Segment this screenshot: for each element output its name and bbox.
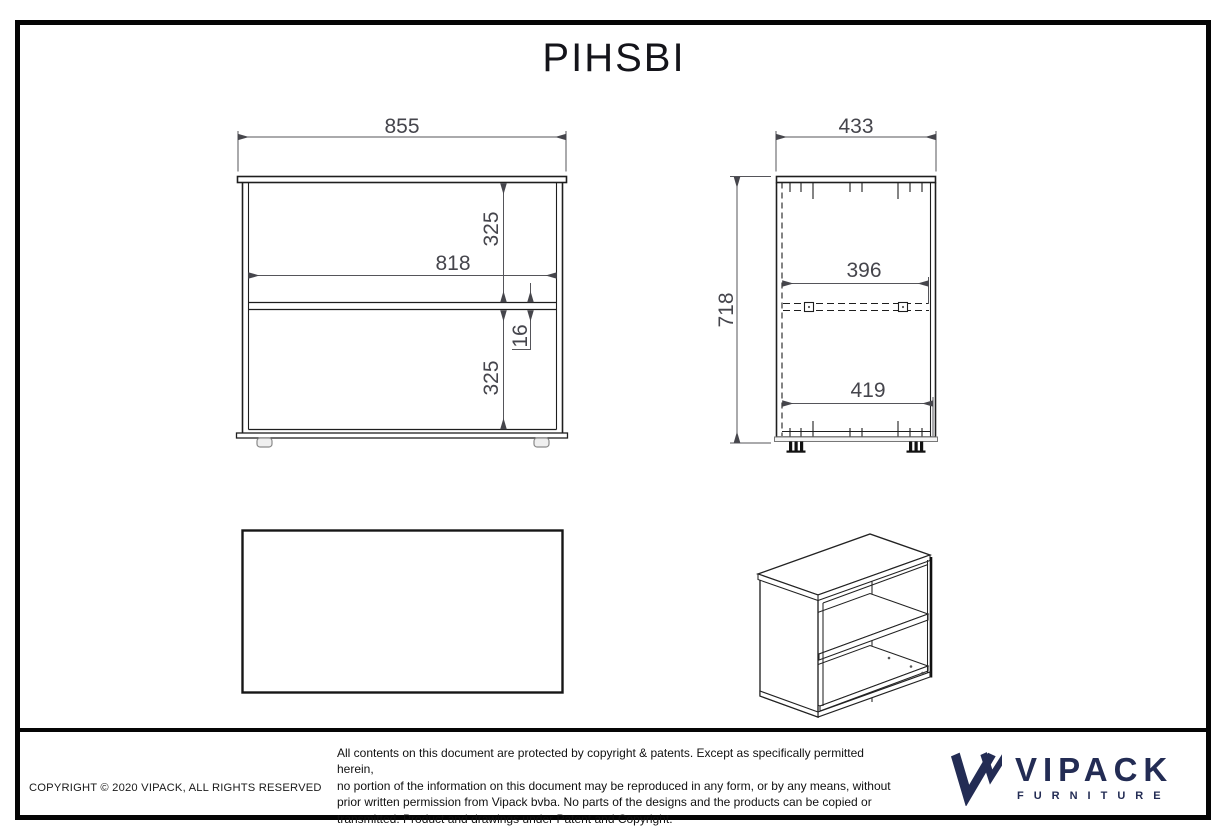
top-view-drawing [243,531,563,693]
front-inner-width-label: 818 [435,252,471,275]
side-overall-depth-label: 433 [838,115,874,138]
side-view-drawing [775,177,938,453]
side-base-depth-label: 419 [850,379,886,402]
side-view-dimensions [730,131,936,443]
logo-tagline: FURNITURE [1017,789,1171,802]
front-upper-opening-height-label: 325 [480,211,503,247]
drawing-title: PIHSBI [542,36,686,80]
copyright-notice: COPYRIGHT © 2020 VIPACK, ALL RIGHTS RESERVED [29,782,322,794]
front-overall-width-label: 855 [384,115,420,138]
vipack-logo-mark [942,748,1002,806]
isometric-view-drawing [758,534,931,717]
side-overall-height-label: 718 [715,292,738,328]
front-shelf-thickness-label: 16 [509,324,532,348]
vipack-logo [942,748,1173,806]
front-lower-opening-height-label: 325 [480,360,503,396]
logo-brand-name: VIPACK [1015,750,1174,788]
front-view-dimensions [238,131,566,429]
front-view-drawing [237,177,568,448]
legal-text: All contents on this document are protected by copyright & patents. Except as specifically permitted herein, no portion of the information on this document may be reproduced in any form, or by any means, without prior written permission from Vipack bvba. No parts of the designs and the products can be copied or transmitted. Product and drawings under Patent and Copyright. [337,746,891,826]
side-shelf-depth-label: 396 [846,259,882,282]
